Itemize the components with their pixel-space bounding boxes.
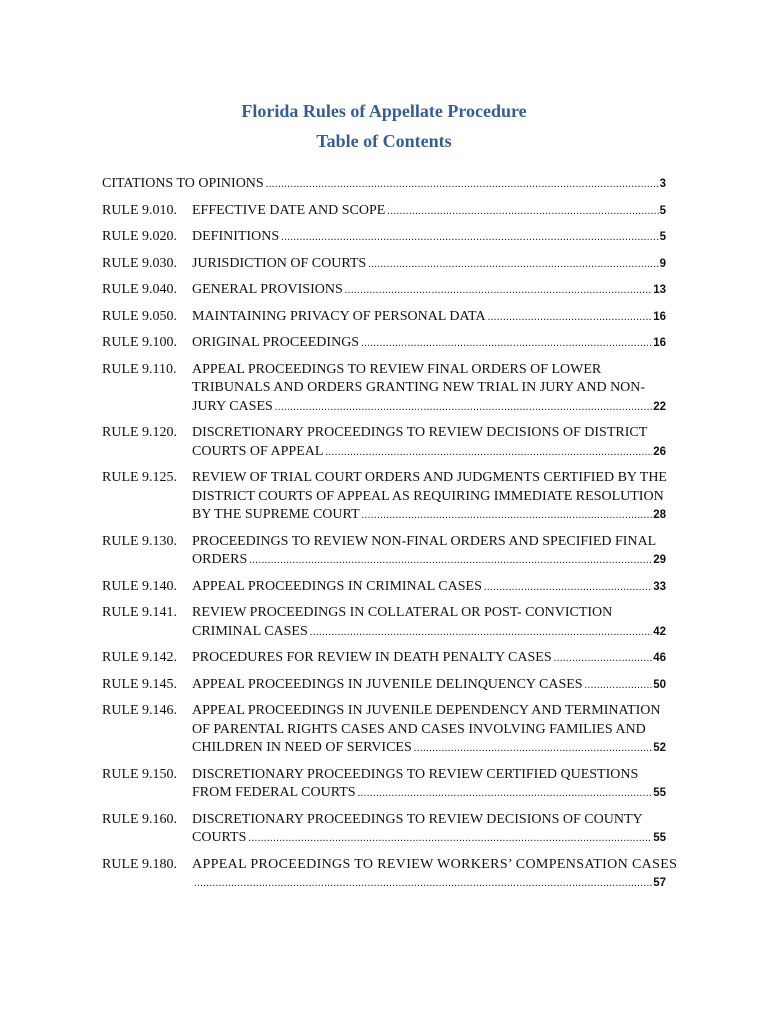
dot-leader <box>266 176 659 195</box>
toc-entry[interactable] <box>102 255 666 275</box>
rule-number: RULE 9.020. <box>102 229 178 244</box>
dot-leader <box>361 335 652 354</box>
toc-entry-text: PROCEDURES FOR REVIEW IN DEATH PENALTY CASES <box>192 650 552 665</box>
page-number[interactable]: 28 <box>653 509 666 521</box>
toc-entry-title <box>192 281 666 301</box>
page-number[interactable]: 52 <box>653 742 666 754</box>
toc-entry-title <box>192 702 666 759</box>
rule-number: RULE 9.180. <box>102 856 178 872</box>
document-subtitle: Table of Contents <box>316 131 452 151</box>
toc-entry-text: CRIMINAL CASES <box>192 623 308 639</box>
toc-entry-text: MAINTAINING PRIVACY OF PERSONAL DATA <box>192 308 486 324</box>
toc-entry-text: TRIBUNALS AND ORDERS GRANTING NEW TRIAL IN JURY AND NON- <box>192 380 646 395</box>
rule-number: RULE 9.100. <box>102 335 178 350</box>
toc-entry-title <box>192 766 666 804</box>
dot-leader <box>387 203 658 222</box>
toc-entry-title <box>192 308 666 328</box>
toc-entry-text: DEFINITIONS <box>192 229 280 244</box>
toc-entry-text: FROM FEDERAL COURTS <box>192 785 356 800</box>
rule-number: RULE 9.141. <box>102 605 178 620</box>
dot-leader <box>358 785 653 804</box>
page-number[interactable]: 42 <box>653 625 666 638</box>
toc-entry-text: CITATIONS TO OPINIONS <box>102 176 264 191</box>
toc-entry-title <box>192 255 666 275</box>
toc-entry-text: CHILDREN IN NEED OF SERVICES <box>192 740 412 755</box>
dot-leader <box>281 229 658 248</box>
toc-entry-title <box>102 175 666 195</box>
toc-entry[interactable] <box>102 702 666 759</box>
page-number[interactable]: 22 <box>653 400 666 413</box>
toc-entry[interactable] <box>102 175 666 195</box>
document-title: Florida Rules of Appellate Procedure <box>241 101 527 121</box>
toc-entry[interactable] <box>102 604 666 642</box>
dot-leader <box>488 309 653 328</box>
toc-entry-text: ORIGINAL PROCEEDINGS <box>192 335 360 350</box>
toc-entry[interactable] <box>102 202 666 222</box>
toc-entry[interactable] <box>102 308 666 328</box>
toc-entry[interactable] <box>102 281 666 301</box>
toc-entry-text: APPEAL PROCEEDINGS IN CRIMINAL CASES <box>192 578 482 594</box>
toc-entry-text: REVIEW OF TRIAL COURT ORDERS AND JUDGMENTS CERTIFIED BY THE <box>192 470 667 485</box>
toc-entry-text: ORDERS <box>192 552 248 567</box>
toc-entry-title <box>192 202 666 222</box>
rule-number: RULE 9.110. <box>102 361 177 377</box>
toc-entry-title <box>192 361 666 418</box>
dot-leader <box>362 507 653 526</box>
toc-entry-text: PROCEEDINGS TO REVIEW NON-FINAL ORDERS AND SPECIFIED FINAL <box>192 533 657 549</box>
toc-entry[interactable] <box>102 811 666 849</box>
rule-number: RULE 9.010. <box>102 202 178 218</box>
dot-leader <box>414 740 652 759</box>
page-number[interactable]: 29 <box>653 554 666 566</box>
toc-entry-title <box>192 676 666 696</box>
table-of-contents <box>102 175 678 901</box>
page-number[interactable]: 55 <box>653 832 666 844</box>
dot-leader <box>554 650 653 669</box>
toc-entry-text: REVIEW PROCEEDINGS IN COLLATERAL OR POST- CONVICTION <box>192 605 613 620</box>
page-number[interactable]: 46 <box>653 652 666 664</box>
toc-entry-text: DISCRETIONARY PROCEEDINGS TO REVIEW DECISIONS OF DISTRICT <box>192 425 648 440</box>
toc-entry-text: JURISDICTION OF COURTS <box>192 255 367 271</box>
rule-number: RULE 9.040. <box>102 282 178 297</box>
toc-entry-title <box>192 424 666 462</box>
rule-number: RULE 9.050. <box>102 308 178 324</box>
toc-entry-text: BY THE SUPREME COURT <box>192 507 360 522</box>
rule-number: RULE 9.130. <box>102 533 178 549</box>
toc-entry[interactable] <box>102 676 666 696</box>
toc-entry-text: APPEAL PROCEEDINGS IN JUVENILE DELINQUENCY CASES <box>192 676 583 692</box>
dot-leader <box>248 830 652 849</box>
toc-entry[interactable] <box>102 361 666 418</box>
dot-leader <box>194 875 652 894</box>
page-number[interactable]: 5 <box>659 204 666 217</box>
toc-entry-text: JURY CASES <box>192 398 273 414</box>
toc-entry-text: COURTS <box>192 830 247 845</box>
toc-entry-text: EFFECTIVE DATE AND SCOPE <box>192 202 386 218</box>
dot-leader <box>249 552 652 571</box>
page-number[interactable]: 16 <box>653 337 666 349</box>
rule-number: RULE 9.145. <box>102 676 178 692</box>
toc-entry[interactable] <box>102 228 666 248</box>
page-number[interactable]: 9 <box>659 257 666 270</box>
toc-entry[interactable] <box>102 424 666 462</box>
toc-entry-text: APPEAL PROCEEDINGS TO REVIEW WORKERS’ COMPENSATION CASES <box>192 856 678 872</box>
toc-entry-title <box>192 228 666 248</box>
dot-leader <box>368 256 658 275</box>
toc-entry[interactable] <box>102 334 666 354</box>
rule-number: RULE 9.146. <box>102 703 178 718</box>
page-number[interactable]: 57 <box>653 877 666 889</box>
page-number[interactable]: 33 <box>653 580 666 593</box>
page-number[interactable]: 13 <box>653 284 666 296</box>
toc-entry-text: DISCRETIONARY PROCEEDINGS TO REVIEW DECISIONS OF COUNTY <box>192 811 643 827</box>
toc-entry-title <box>192 533 666 571</box>
toc-entry[interactable] <box>102 766 666 804</box>
toc-entry-title <box>192 334 666 354</box>
toc-entry[interactable] <box>102 533 666 571</box>
toc-entry-text: OF PARENTAL RIGHTS CASES AND CASES INVOLVING FAMILIES AND <box>192 721 646 737</box>
rule-number: RULE 9.150. <box>102 766 178 782</box>
dot-leader <box>345 282 652 301</box>
page-number[interactable]: 16 <box>653 310 666 323</box>
toc-entry-title <box>192 578 666 598</box>
rule-number: RULE 9.120. <box>102 425 178 440</box>
rule-number: RULE 9.142. <box>102 650 178 665</box>
toc-entry-text: DISTRICT COURTS OF APPEAL AS REQUIRING IMMEDIATE RESOLUTION <box>192 488 664 504</box>
toc-entry-text: GENERAL PROVISIONS <box>192 282 343 297</box>
toc-entry-text: APPEAL PROCEEDINGS TO REVIEW FINAL ORDERS OF LOWER <box>192 361 602 377</box>
toc-entry-title <box>192 604 666 642</box>
dot-leader <box>275 399 652 418</box>
rule-number: RULE 9.030. <box>102 255 178 271</box>
toc-entry[interactable] <box>102 578 666 598</box>
page-number[interactable]: 50 <box>653 678 666 691</box>
toc-entry-title <box>192 811 666 849</box>
dot-leader <box>585 677 653 696</box>
rule-number: RULE 9.160. <box>102 811 178 827</box>
dot-leader <box>325 444 652 463</box>
toc-entry-text: DISCRETIONARY PROCEEDINGS TO REVIEW CERTIFIED QUESTIONS <box>192 766 639 782</box>
page-number[interactable]: 26 <box>653 445 666 458</box>
page-number[interactable]: 55 <box>653 787 666 799</box>
toc-entry-text: APPEAL PROCEEDINGS IN JUVENILE DEPENDENCY AND TERMINATION <box>192 703 661 718</box>
toc-entry-title <box>192 856 678 894</box>
page-number[interactable]: 3 <box>659 178 666 190</box>
page-number[interactable]: 5 <box>659 231 666 243</box>
dot-leader <box>484 579 652 598</box>
rule-number: RULE 9.140. <box>102 578 178 594</box>
dot-leader <box>310 624 652 643</box>
toc-entry[interactable] <box>102 649 666 669</box>
toc-entry-title <box>192 649 666 669</box>
toc-entry-text: COURTS OF APPEAL <box>192 443 324 459</box>
toc-entry[interactable] <box>102 469 666 526</box>
toc-entry[interactable] <box>102 856 678 894</box>
toc-entry-title <box>192 469 666 526</box>
rule-number: RULE 9.125. <box>102 470 178 485</box>
